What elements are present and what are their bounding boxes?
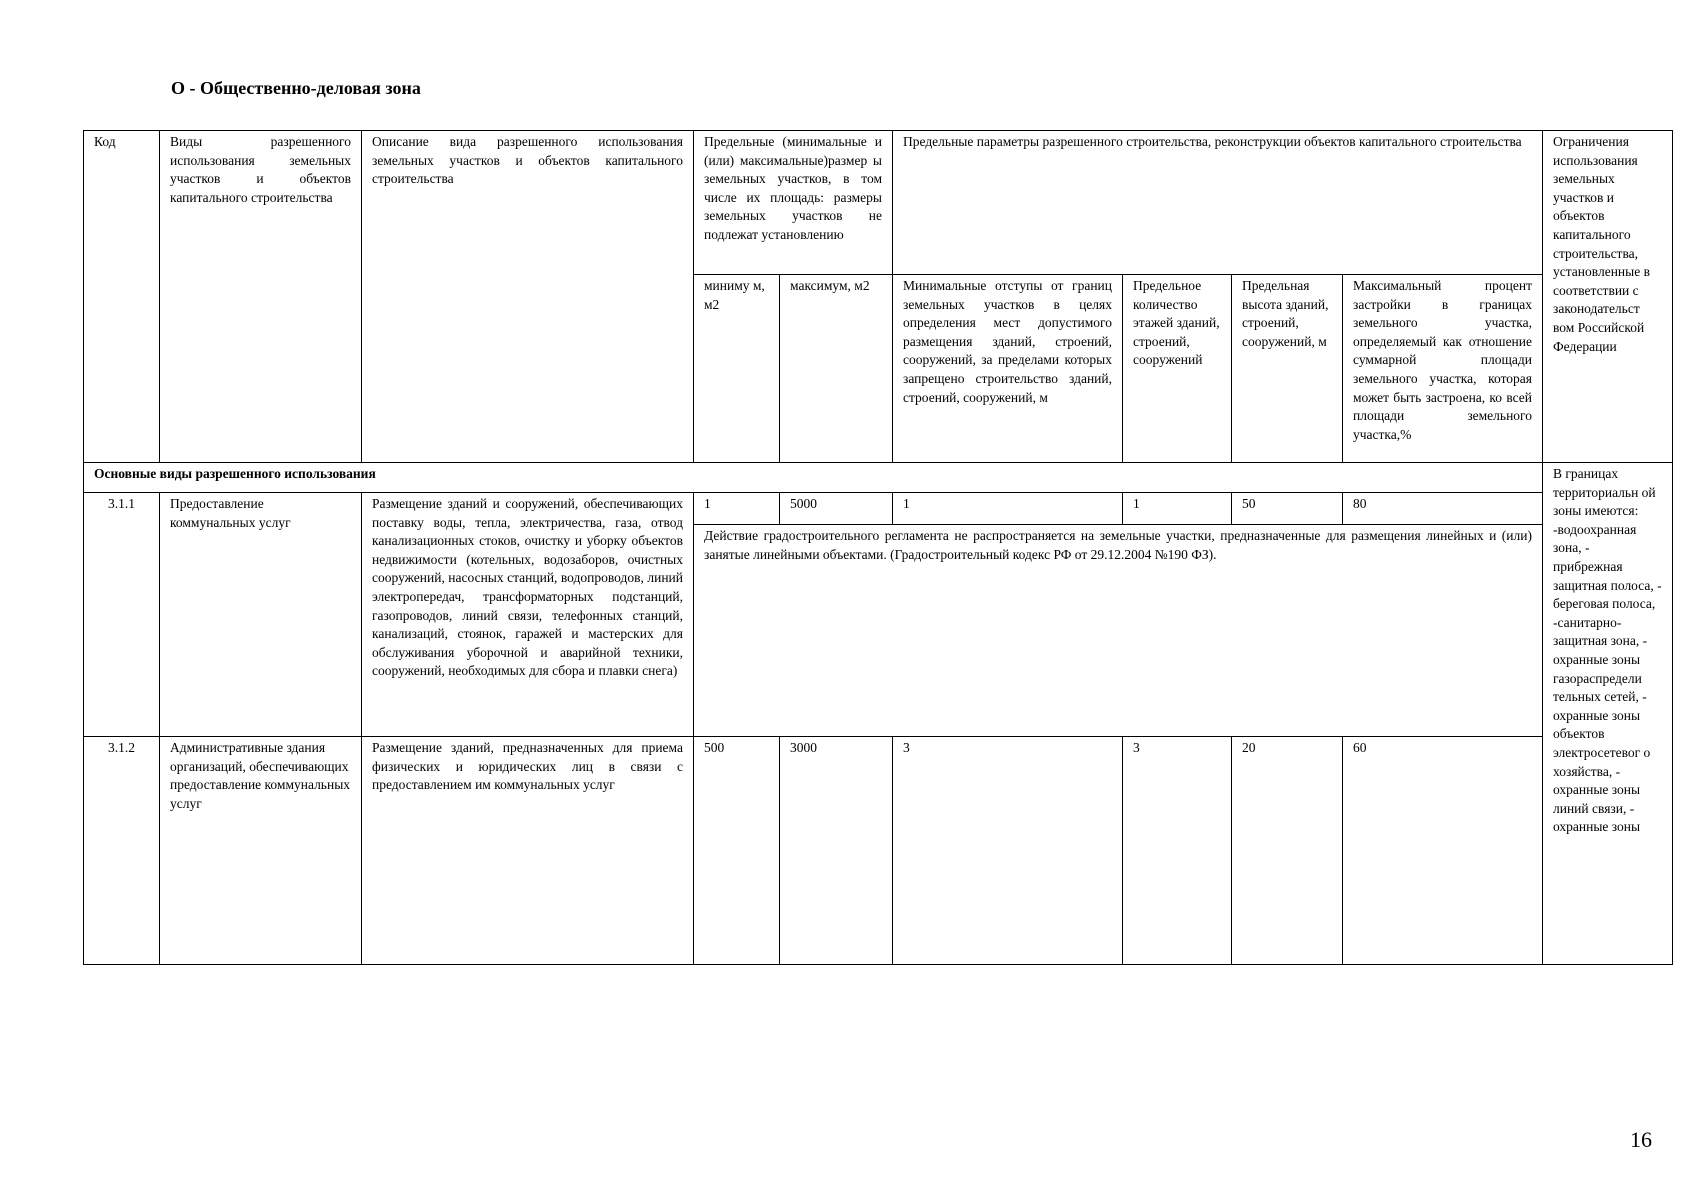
- row-description: Размещение зданий и сооружений, обеспечивающих поставку воды, тепла, электричества, газа, отвод канализационных стоков, очистку и уборку объектов недвижимости (котельных, водозаборов, очистных сооружений, насосных станций, водопроводов, линий электропередач, трансформаторных подстанций, газопроводов, линий связи, телефонных станций, канализаций, стоянок, гаражей и мастерских для обслуживания уборочной и аварийной техники, сооружений, необходимых для сбора и плавки снега): [362, 493, 694, 737]
- row-name: Административные здания организаций, обеспечивающих предоставление коммунальных услуг: [160, 737, 362, 965]
- header-floors: Предельное количество этажей зданий, строений, сооружений: [1123, 275, 1232, 463]
- land-use-table: [83, 130, 1673, 965]
- header-restrictions: Ограничения использования земельных участков и объектов капитального строительства, установленные в соответствии с законодательст вом Российской Федерации: [1543, 131, 1673, 463]
- row-name: Предоставление коммунальных услуг: [160, 493, 362, 737]
- row-min-area: 500: [694, 737, 780, 965]
- row-height: 50: [1232, 493, 1343, 525]
- header-use-types: Виды разрешенного использования земельных участков и объектов капитального строительства: [160, 131, 362, 463]
- row-setback: 3: [893, 737, 1123, 965]
- row-coverage: 60: [1343, 737, 1543, 965]
- row-floors: 3: [1123, 737, 1232, 965]
- row-floors: 1: [1123, 493, 1232, 525]
- header-height: Предельная высота зданий, строений, сооружений, м: [1232, 275, 1343, 463]
- section-restrictions: В границах территориальн ой зоны имеются: -водоохранная зона, - прибрежная защитная полоса, - береговая полоса, -санитарно-защитная зона, - охранные зоны газораспредели тельных сетей, - охранные зоны объектов электросетевог о хозяйства, - охранные зоны линий связи, - охранные зоны: [1543, 463, 1673, 965]
- row-min-area: 1: [694, 493, 780, 525]
- table-row: [84, 493, 1673, 525]
- header-plot-sizes: Предельные (минимальные и (или) максимальные)размер ы земельных участков, в том числе их площадь: размеры земельных участков не подлежат установлению: [694, 131, 893, 275]
- header-code: Код: [84, 131, 160, 463]
- table-row: [84, 737, 1673, 965]
- row-code: 3.1.1: [84, 493, 160, 737]
- row-code: 3.1.2: [84, 737, 160, 965]
- page-title: О - Общественно-деловая зона: [171, 78, 421, 98]
- row-max-area: 5000: [780, 493, 893, 525]
- section-title: Основные виды разрешенного использования: [84, 463, 1543, 493]
- header-parameters: Предельные параметры разрешенного строительства, реконструкции объектов капитального строительства: [893, 131, 1543, 275]
- row-note: Действие градостроительного регламента не распространяется на земельные участки, предназначенные для размещения линейных и (или) занятые линейными объектами. (Градостроительный кодекс РФ от 29.12.2004 №190 ФЗ).: [694, 525, 1543, 737]
- header-setbacks: Минимальные отступы от границ земельных участков в целях определения мест допустимого размещения зданий, строений, сооружений, за пределами которых запрещено строительство зданий, строений, сооружений, м: [893, 275, 1123, 463]
- row-max-area: 3000: [780, 737, 893, 965]
- header-coverage: Максимальный процент застройки в границах земельного участка, определяемый как отношение суммарной площади земельного участка, которая может быть застроена, ко всей площади земельного участка,%: [1343, 275, 1543, 463]
- row-height: 20: [1232, 737, 1343, 965]
- row-setback: 1: [893, 493, 1123, 525]
- page-number: 16: [1630, 1127, 1652, 1152]
- header-description: Описание вида разрешенного использования земельных участков и объектов капитального строительства: [362, 131, 694, 463]
- row-coverage: 80: [1343, 493, 1543, 525]
- row-description: Размещение зданий, предназначенных для приема физических и юридических лиц в связи с предоставлением им коммунальных услуг: [362, 737, 694, 965]
- header-min-area: миниму м, м2: [694, 275, 780, 463]
- header-max-area: максимум, м2: [780, 275, 893, 463]
